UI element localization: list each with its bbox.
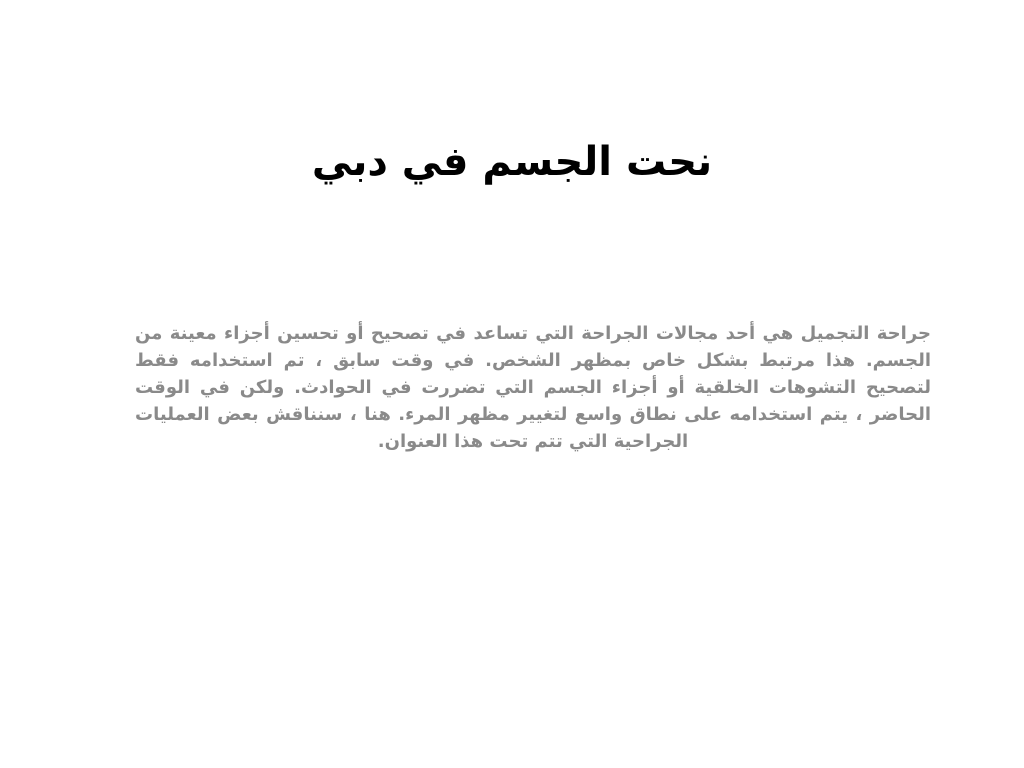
slide-title: نحت الجسم في دبي <box>311 139 713 185</box>
slide-body-text: جراحة التجميل هي أحد مجالات الجراحة التي تساعد في تصحيح أو تحسين أجزاء معينة من الجسم. هذا مرتبط بشكل خاص بمظهر الشخص. في وقت سابق ، تم استخدامه فقط لتصحيح التشوهات الخلقية أو أجزاء الجسم التي تضررت في الحوادث. ولكن في الوقت الحاضر ، يتم استخدامه على نطاق واسع لتغيير مظهر المرء. هنا ، سنناقش بعض العمليات الجراحية التي تتم تحت هذا العنوان. <box>135 323 931 452</box>
